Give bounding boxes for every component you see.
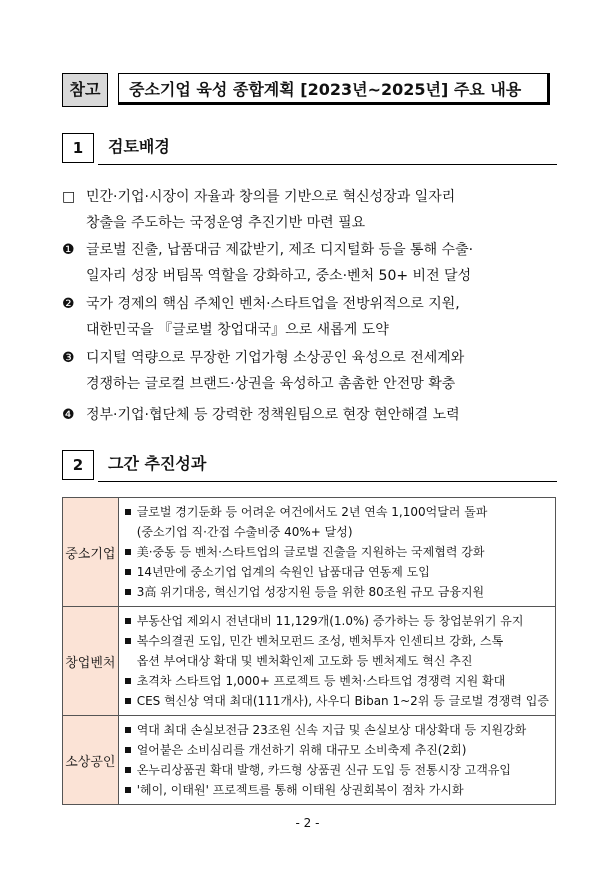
intro-line: 창출을 주도하는 국정운영 추진기반 마련 필요 [86, 215, 366, 231]
reference-title: 중소기업 육성 종합계획 [2023년~2025년] 주요 내용 [118, 73, 550, 105]
item-text: 옵션 부여대상 확대 및 벤처확인제 고도화 등 벤처제도 혁신 추진 [136, 654, 473, 668]
number-1-icon: ❶ [62, 242, 75, 258]
table-row [63, 716, 556, 805]
list-item [125, 611, 549, 631]
square-bullet-icon [125, 727, 131, 733]
number-4-icon: ❹ [62, 407, 75, 423]
category-cell: 소상공인 [63, 716, 119, 805]
list-item [125, 720, 549, 740]
item-text: 역대 최대 손실보전금 23조원 신속 지급 및 손실보상 대상확대 등 지원강화 [136, 723, 527, 737]
item-text: 온누리상품권 확대 발행, 카드형 상품권 신규 도입 등 전통시장 고객유입 [136, 763, 512, 777]
section-1-underline [98, 164, 557, 165]
table-row [63, 607, 556, 716]
square-bullet-icon [125, 509, 131, 515]
section-2-header [62, 450, 557, 480]
list-item [125, 542, 549, 562]
item-text: 美·중동 등 벤처·스타트업의 글로벌 진출을 지원하는 국제협력 강화 [136, 545, 485, 559]
category-cell: 창업벤처 [63, 607, 119, 716]
item-text: 복수의결권 도입, 민간 벤처모펀드 조성, 벤처투자 인센티브 강화, 스톡 [136, 634, 504, 648]
number-2-icon: ❷ [62, 296, 75, 312]
square-bullet-icon [125, 569, 131, 575]
item-text: 초격차 스타트업 1,000+ 프로젝트 등 벤처·스타트업 경쟁력 지원 확대 [136, 674, 506, 688]
section-2-underline [98, 481, 557, 482]
square-bullet-icon [125, 618, 131, 624]
point-line: 일자리 성장 버팀목 역할을 강화하고, 중소·벤처 50+ 비전 달성 [86, 268, 472, 284]
point-line: 대한민국을 『글로벌 창업대국』으로 새롭게 도약 [86, 322, 389, 338]
item-text: CES 혁신상 역대 최대(111개사), 사우디 Biban 1~2위 등 글로벌 경쟁력 입증 [136, 694, 549, 708]
number-3-icon: ❸ [62, 350, 75, 366]
list-item [125, 671, 549, 691]
section-2-number: 2 [62, 450, 94, 480]
list-item [125, 502, 549, 542]
point-line: 정부·기업·협단체 등 강력한 정책원팀으로 현장 현안해결 노력 [86, 407, 460, 423]
square-bullet-icon [125, 698, 131, 704]
section-1-header [62, 133, 557, 163]
list-item [125, 780, 549, 800]
point-line: 글로벌 진출, 납품대금 제값받기, 제조 디지털화 등을 통해 수출· [86, 242, 474, 258]
performance-table [62, 497, 556, 805]
page-number: - 2 - [295, 816, 320, 830]
item-text: (중소기업 직·간접 수출비중 40%+ 달성) [136, 525, 353, 539]
reference-header [62, 73, 554, 107]
square-bullet-icon [125, 767, 131, 773]
section-1-number: 1 [62, 133, 94, 163]
content-cell [118, 498, 555, 607]
item-text: 얼어붙은 소비심리를 개선하기 위해 대규모 소비축제 추진(2회) [136, 743, 467, 757]
item-text: '헤이, 이태원' 프로젝트를 통해 이태원 상권회복이 점차 가시화 [136, 783, 464, 797]
square-bullet-icon [125, 549, 131, 555]
list-item [125, 691, 549, 711]
category-cell: 중소기업 [63, 498, 119, 607]
square-bullet-icon [125, 638, 131, 644]
list-item [125, 562, 549, 582]
list-item [125, 740, 549, 760]
point-line: 국가 경제의 핵심 주체인 벤처·스타트업을 전방위적으로 지원, [86, 296, 460, 312]
intro-line: 민간·기업·시장이 자율과 창의를 기반으로 혁신성장과 일자리 [86, 189, 456, 205]
list-item [125, 631, 549, 671]
item-text: 부동산업 제외시 전년대비 11,129개(1.0%) 증가하는 등 창업분위기 유지 [136, 614, 524, 628]
square-bullet-icon [125, 589, 131, 595]
section-2-title: 그간 추진성과 [108, 454, 207, 473]
point-line: 디지털 역량으로 무장한 기업가형 소상공인 육성으로 전세계와 [86, 350, 465, 366]
list-item [125, 582, 549, 602]
reference-tag: 참고 [62, 73, 108, 107]
square-bullet-icon [125, 747, 131, 753]
section-1-title: 검토배경 [108, 137, 170, 156]
item-text: 글로벌 경기둔화 등 어려운 여건에서도 2년 연속 1,100억달러 돌파 [136, 505, 488, 519]
item-text: 14년만에 중소기업 업계의 숙원인 납품대금 연동제 도입 [136, 565, 430, 579]
list-item [125, 760, 549, 780]
content-cell [118, 716, 555, 805]
square-bullet-icon: □ [62, 189, 76, 205]
item-text: 3高 위기대응, 혁신기업 성장지원 등을 위한 80조원 규모 금융지원 [136, 585, 485, 599]
point-line: 경쟁하는 글로컬 브랜드·상권을 육성하고 촘촘한 안전망 확충 [86, 376, 456, 392]
square-bullet-icon [125, 678, 131, 684]
table-row [63, 498, 556, 607]
content-cell [118, 607, 555, 716]
square-bullet-icon [125, 787, 131, 793]
